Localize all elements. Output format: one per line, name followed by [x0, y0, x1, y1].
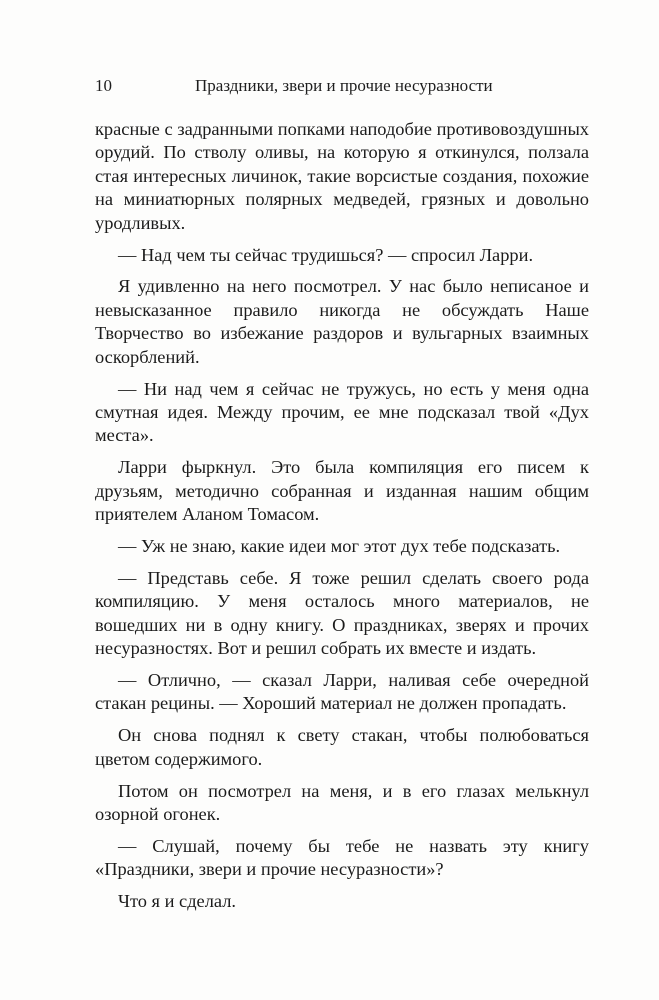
paragraph: Он снова поднял к свету стакан, чтобы полюбоваться цветом содержимого. [95, 725, 589, 769]
paragraph: Ларри фыркнул. Это была компиляция его писем к друзьям, методично собранная и изданная нашим общим приятелем Аланом Томасом. [95, 457, 589, 525]
paragraph: — Слушай, почему бы тебе не назвать эту книгу «Праздники, звери и прочие несуразности»? [95, 835, 589, 880]
paragraph: Потом он посмотрел на меня, и в его глазах мелькнул озорной огонек. [95, 780, 589, 825]
paragraph: Я удивленно на него посмотрел. У нас было неписаное и невысказанное правило никогда не обсуждать Наше Творчество во избежание раздоров и вульгарных взаимных оскорблений. [95, 276, 589, 367]
paragraph: — Над чем ты сейчас трудишься? — спросил Ларри. [118, 244, 534, 265]
page-number: 10 [95, 76, 112, 95]
paragraph: — Отлично, — сказал Ларри, наливая себе очередной стакан рецины. — Хороший материал не должен пропадать. [95, 670, 589, 714]
paragraph: Что я и сделал. [118, 891, 236, 912]
paragraph: — Ни над чем я сейчас не тружусь, но есть у меня одна смутная идея. Между прочим, ее мне подсказал твой «Дух места». [95, 378, 589, 446]
body-text [95, 118, 589, 922]
paragraph: — Уж не знаю, какие идеи мог этот дух тебе подсказать. [118, 536, 561, 556]
paragraph: красные с задранными попками наподобие противовоздушных орудий. По стволу оливы, на которую я откинулся, ползала стая интересных личинок, такие ворсистые создания, похожие на миниатюрных полярных медведей, грязных и довольно уродливых. [95, 119, 589, 233]
paragraph: — Представь себе. Я тоже решил сделать своего рода компиляцию. У меня осталось много материалов, не вошедших ни в одну книгу. О праздниках, зверях и прочих несуразностях. Вот и решил собрать их вместе и издать. [95, 567, 589, 659]
running-title: Праздники, звери и прочие несуразности [195, 76, 493, 95]
running-header [95, 76, 589, 100]
